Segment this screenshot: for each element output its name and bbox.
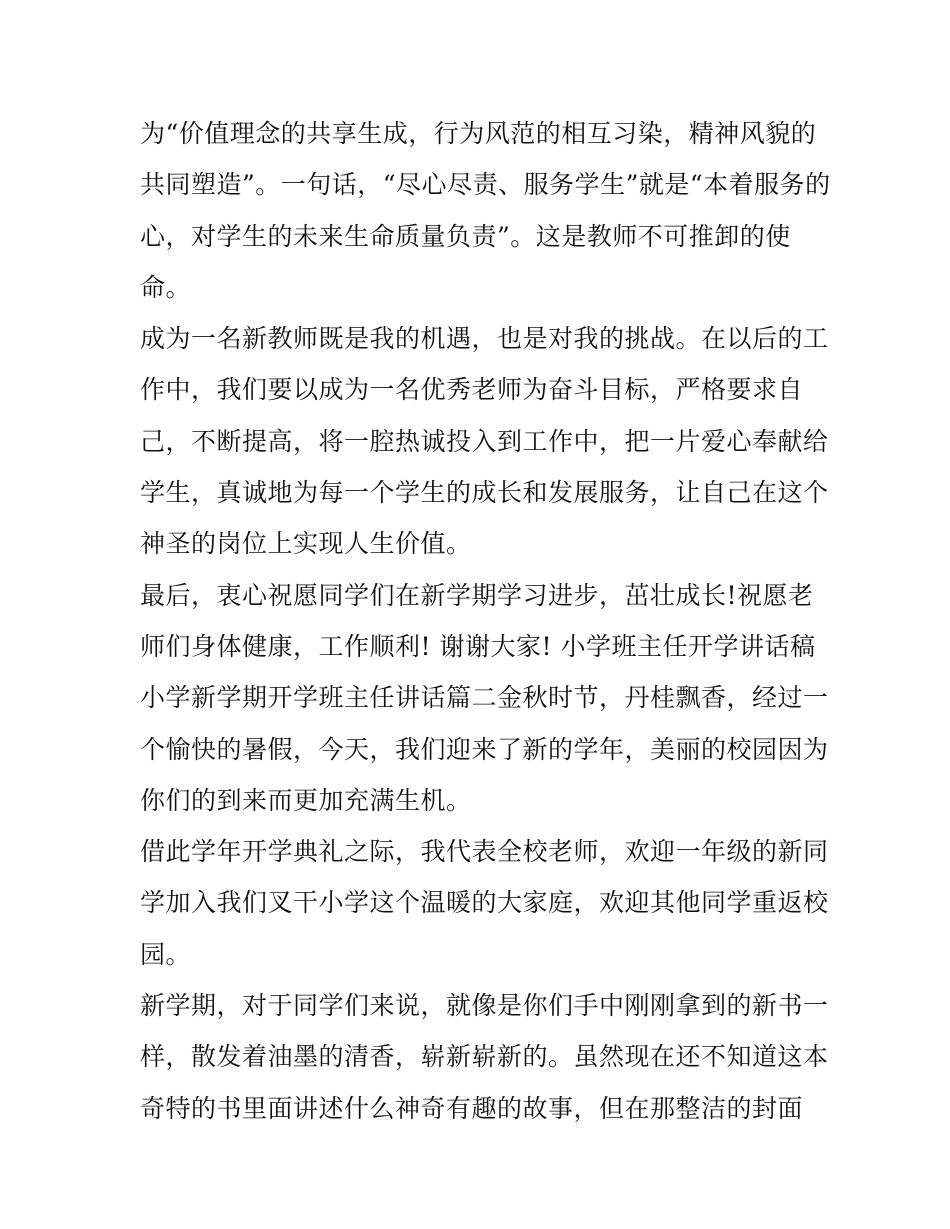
- text-line: 为“价值理念的共享生成，行为风范的相互习染，精神风貌的: [140, 119, 817, 148]
- text-line: 神圣的岗位上实现人生价值。: [140, 529, 472, 559]
- text-line: 学加入我们叉干小学这个温暖的大家庭，欢迎其他同学重返校: [140, 888, 829, 918]
- text-line: 园。: [140, 939, 192, 969]
- text-line: 奇特的书里面讲述什么神奇有趣的故事，但在那整洁的封面: [140, 1093, 804, 1123]
- text-line: 你们的到来而更加充满生机。: [140, 785, 472, 815]
- text-line: 小学新学期开学班主任讲话篇二金秋时节，丹桂飘香，经过一: [140, 683, 829, 713]
- text-line: 样，散发着油墨的清香，崭新崭新的。虽然现在还不知道这本: [140, 1042, 829, 1072]
- text-line: 心，对学生的未来生命质量负责”。这是教师不可推卸的使: [140, 221, 791, 251]
- text-line: 己，不断提高，将一腔热诚投入到工作中，把一片爱心奉献给: [140, 426, 829, 456]
- text-line: 借此学年开学典礼之际，我代表全校老师，欢迎一年级的新同: [140, 837, 829, 867]
- text-line: 共同塑造”。一句话，“尽心尽责、服务学生”就是“本着服务的: [140, 170, 831, 200]
- text-line: 师们身体健康，工作顺利! 谢谢大家! 小学班主任开学讲话稿: [140, 631, 816, 661]
- text-line: 新学期，对于同学们来说，就像是你们手中刚刚拿到的新书一: [140, 991, 829, 1021]
- text-line: 命。: [140, 272, 192, 302]
- text-line: 作中，我们要以成为一名优秀老师为奋斗目标，严格要求自: [140, 375, 804, 405]
- text-line: 成为一名新教师既是我的机遇，也是对我的挑战。在以后的工: [140, 324, 829, 354]
- text-line: 学生，真诚地为每一个学生的成长和发展服务，让自己在这个: [140, 478, 829, 508]
- text-line: 最后，衷心祝愿同学们在新学期学习进步，茁壮成长!祝愿老: [140, 580, 814, 610]
- text-line: 个愉快的暑假，今天，我们迎来了新的学年，美丽的校园因为: [140, 734, 829, 764]
- body-text: [140, 108, 831, 1134]
